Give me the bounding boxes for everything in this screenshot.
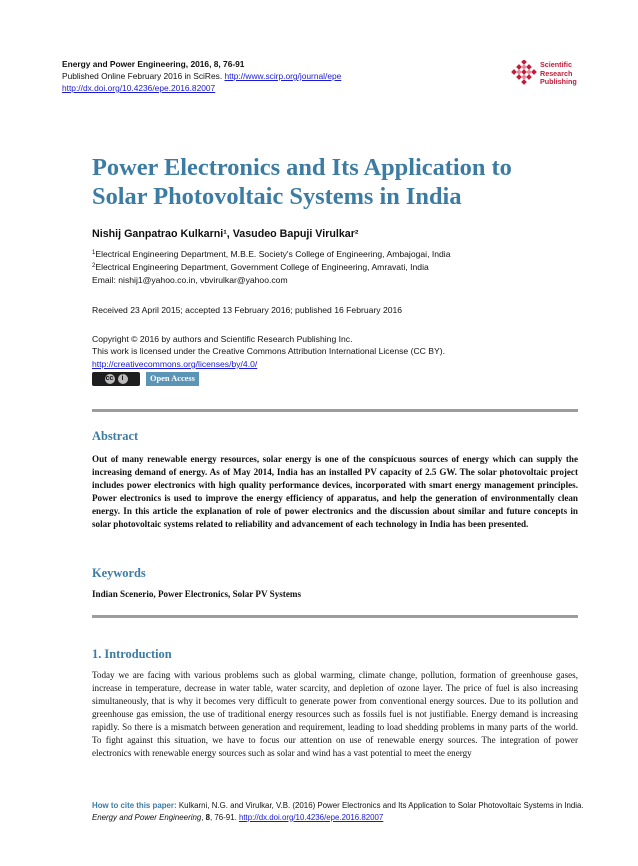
logo-line-2: Research <box>540 68 573 78</box>
logo-line-1: Scientific <box>540 60 572 69</box>
cc-icon: cc <box>105 375 114 382</box>
copyright-line: Copyright © 2016 by authors and Scientific Research Publishing Inc. <box>92 334 353 344</box>
article-title <box>92 153 562 211</box>
abstract-text: Out of many renewable energy resources, solar energy is one of the conspicuous sources of energy which can supply the increasing demand of energy. As of May 2014, India has an installed PV capacity of 2.5 GW. The solar photovoltaic project includes power electronics with high quality performance devices, incorporated with smart energy management principles. Power electronics is used to improve the energy efficiency of apparatus, and help the generation of environmentally clean energy. In this article the explanation of role of power electronics and the discussion about similar and future concepts in solar photovoltaic systems related to reliability and advancement of each technology in India has been presented. <box>92 454 578 529</box>
publisher-logo[interactable] <box>510 58 590 92</box>
cite-doi-link[interactable]: http://dx.doi.org/10.4236/epe.2016.82007 <box>238 812 384 822</box>
publication-dates: Received 23 April 2015; accepted 13 February 2016; published 16 February 2016 <box>92 305 403 315</box>
introduction-heading: 1. Introduction <box>92 647 172 661</box>
cite-journal: Energy and Power Engineering <box>92 812 202 822</box>
cite-label: How to cite this paper: <box>92 801 179 810</box>
section-divider-bottom <box>92 615 578 618</box>
cite-volume: 8 <box>205 812 211 822</box>
title-line-1: Power Electronics and Its Application to <box>92 154 512 181</box>
author-emails: Email: nishij1@yahoo.co.in, vbvirulkar@yahoo.com <box>92 275 288 285</box>
affiliation-2-text: Electrical Engineering Department, Government College of Engineering, Amravati, India <box>95 262 429 272</box>
abstract-heading: Abstract <box>92 429 139 443</box>
journal-citation-line: Energy and Power Engineering, 2016, 8, 76-91 <box>62 59 245 69</box>
scirp-diamond-icon <box>510 60 538 90</box>
introduction-text: Today we are facing with various problems such as global warming, climate change, pollution, formation of greenhouse gases, increase in temperature, decrease in water table, water scarcity, and depletion of ozone layer. The price of fuel is also increasing simultaneously, that is why it becomes very difficult to generate power from conventional energy sources. Due to its pollution and greenhouse gas emission, the use of traditional energy resources such as fossils fuel is not justifiable. Energy demand is increasing rapidly. So there is a mismatch between generation and requirement, leading to load shedding problems in many parts of the world. To fight against this situation, we have to focus our attention on use of renewable energy sources. The integration of power electronics with renewable energy sources such as solar and wind has a vast potential to meet the energy <box>92 670 578 758</box>
affiliation-2 <box>92 261 552 274</box>
cite-sep: , <box>201 812 206 822</box>
logo-line-3: Publishing <box>540 77 577 87</box>
affiliations <box>92 248 552 287</box>
published-online-text: Published Online February 2016 in SciRes. <box>62 71 225 81</box>
open-access-badge: Open Access <box>146 372 199 386</box>
journal-header <box>62 58 341 94</box>
how-to-cite <box>92 800 592 823</box>
author-list: Nishij Ganpatrao Kulkarni¹, Vasudeo Bapuji Virulkar² <box>92 228 359 240</box>
title-line-2: Solar Photovoltaic Systems in India <box>92 183 462 210</box>
section-divider-top <box>92 409 578 412</box>
license-link[interactable]: http://creativecommons.org/licenses/by/4.0/ <box>92 358 258 369</box>
header-doi-link[interactable]: http://dx.doi.org/10.4236/epe.2016.82007 <box>62 83 216 93</box>
keywords-text: Indian Scenerio, Power Electronics, Solar PV Systems <box>92 589 301 599</box>
keywords-heading: Keywords <box>92 566 146 580</box>
cc-by-badge[interactable] <box>92 372 140 386</box>
journal-url-link[interactable]: http://www.scirp.org/journal/epe <box>224 71 342 81</box>
affiliation-2-marker: 2 <box>92 263 96 269</box>
affiliation-1-marker: 1 <box>92 250 96 256</box>
affiliation-1 <box>92 248 552 261</box>
license-line: This work is licensed under the Creative Commons Attribution International License (CC BY). <box>92 346 445 357</box>
attribution-icon: i <box>118 374 128 384</box>
publisher-logo-text <box>540 61 577 87</box>
affiliation-1-text: Electrical Engineering Department, M.B.E. Society's College of Engineering, Ambajogai, India <box>95 249 451 259</box>
copyright-block <box>92 333 562 370</box>
cite-pages: , 76-91. <box>210 812 239 822</box>
cite-authors-title: Kulkarni, N.G. and Virulkar, V.B. (2016) Power Electronics and Its Application to Solar Photovoltaic Systems in India. <box>178 801 584 810</box>
